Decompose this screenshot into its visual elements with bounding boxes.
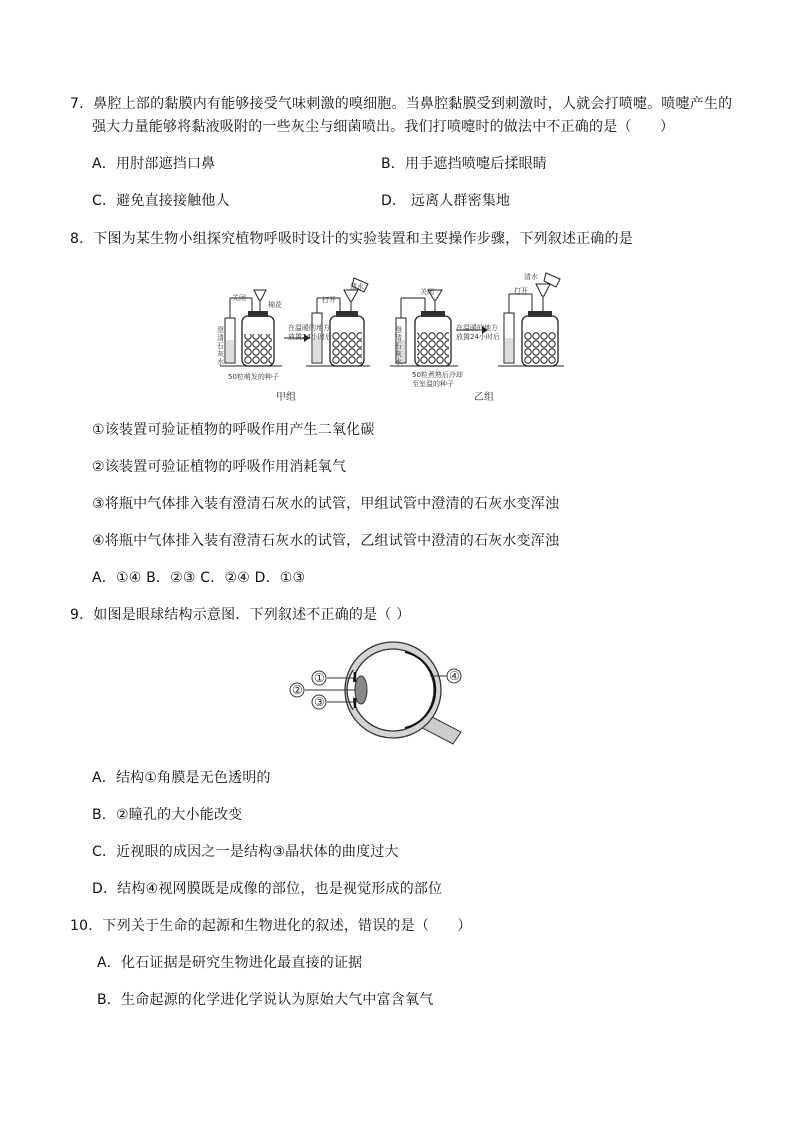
eyeball-diagram	[285, 640, 470, 745]
eye-label-1: ①	[314, 671, 325, 685]
label-warm-yi-2: 放置24小时后	[456, 333, 500, 341]
eye-label-4: ④	[449, 669, 460, 683]
q7-option-b: B．用手遮挡喷嚏后揉眼睛	[381, 156, 548, 172]
q10-option-b: B．生命起源的化学进化学说认为原始大气中富含氧气	[97, 992, 434, 1008]
label-open-yi: 打开	[514, 287, 528, 295]
q7-option-c: C．避免直接接触他人	[92, 193, 230, 209]
label-limewater-jia: 澄清石灰水	[217, 326, 224, 366]
label-water-jia: 清水	[350, 283, 364, 291]
label-seeds-yi-2: 至室温的种子	[412, 380, 454, 388]
q10-stem: 10．下列关于生命的起源和生物进化的叙述，错误的是（ ）	[70, 918, 472, 934]
caption-yi: 乙组	[474, 392, 494, 403]
eye-label-2: ②	[292, 683, 303, 697]
label-close-jia: 关闭	[232, 294, 246, 302]
label-cotton-jia: 棉花	[268, 301, 282, 309]
q9-option-a: A．结构①角膜是无色透明的	[92, 770, 271, 786]
q9-stem: 9．如图是眼球结构示意图．下列叙述不正确的是（ ）	[70, 607, 411, 623]
q9-option-c: C．近视眼的成因之一是结构③晶状体的曲度过大	[92, 844, 399, 860]
label-water-yi: 清水	[524, 273, 538, 281]
q8-stem: 8．下图为某生物小组探究植物呼吸时设计的实验装置和主要操作步骤，下列叙述正确的是	[70, 231, 633, 247]
lens	[355, 676, 367, 704]
q7-option-d: D． 远离人群密集地	[381, 193, 511, 209]
q9-option-d: D．结构④视网膜既是成像的部位，也是视觉形成的部位	[92, 881, 443, 897]
label-warm-jia-1: 在温暖的地方	[288, 324, 330, 332]
q8-options: A．①④ B．②③ C．②④ D．①③	[92, 570, 306, 586]
q9-option-b: B．②瞳孔的大小能改变	[92, 807, 243, 823]
label-warm-jia-2: 放置24小时后	[288, 333, 332, 341]
q7-stem-line2: 强大力量能够将黏液吸附的一些灰尘与细菌喷出。我们打喷嚏时的做法中不正确的是（ ）	[92, 119, 675, 135]
q7-option-a: A．用肘部遮挡口鼻	[92, 156, 216, 172]
label-close-yi: 关闭	[420, 288, 434, 296]
q10-option-a: A．化石证据是研究生物进化最直接的证据	[97, 955, 363, 971]
q7-stem-line1: 7．鼻腔上部的黏膜内有能够接受气味刺激的嗅细胞。当鼻腔黏膜受到刺激时，人就会打喷嚏。喷嚏产生的	[70, 96, 733, 112]
yi-setup-open	[498, 273, 564, 366]
caption-jia: 甲组	[276, 392, 296, 403]
label-seeds-yi-1: 50粒煮熟后冷却	[412, 371, 463, 379]
label-limewater-yi: 澄清石灰水	[395, 326, 402, 366]
q8-statement-4: ④将瓶中气体排入装有澄清石灰水的试管，乙组试管中澄清的石灰水变浑浊	[92, 533, 560, 549]
q8-statement-1: ①该装置可验证植物的呼吸作用产生二氧化碳	[92, 422, 375, 438]
label-seeds-jia: 50粒萌发的种子	[228, 373, 279, 381]
label-open-jia: 打开	[322, 296, 336, 304]
eye-label-3: ③	[314, 695, 325, 709]
q8-statement-3: ③将瓶中气体排入装有澄清石灰水的试管，甲组试管中澄清的石灰水变浑浊	[92, 496, 560, 512]
q8-statement-2: ②该装置可验证植物的呼吸作用消耗氧气	[92, 459, 347, 475]
label-warm-yi-1: 在温暖的地方	[456, 324, 498, 332]
